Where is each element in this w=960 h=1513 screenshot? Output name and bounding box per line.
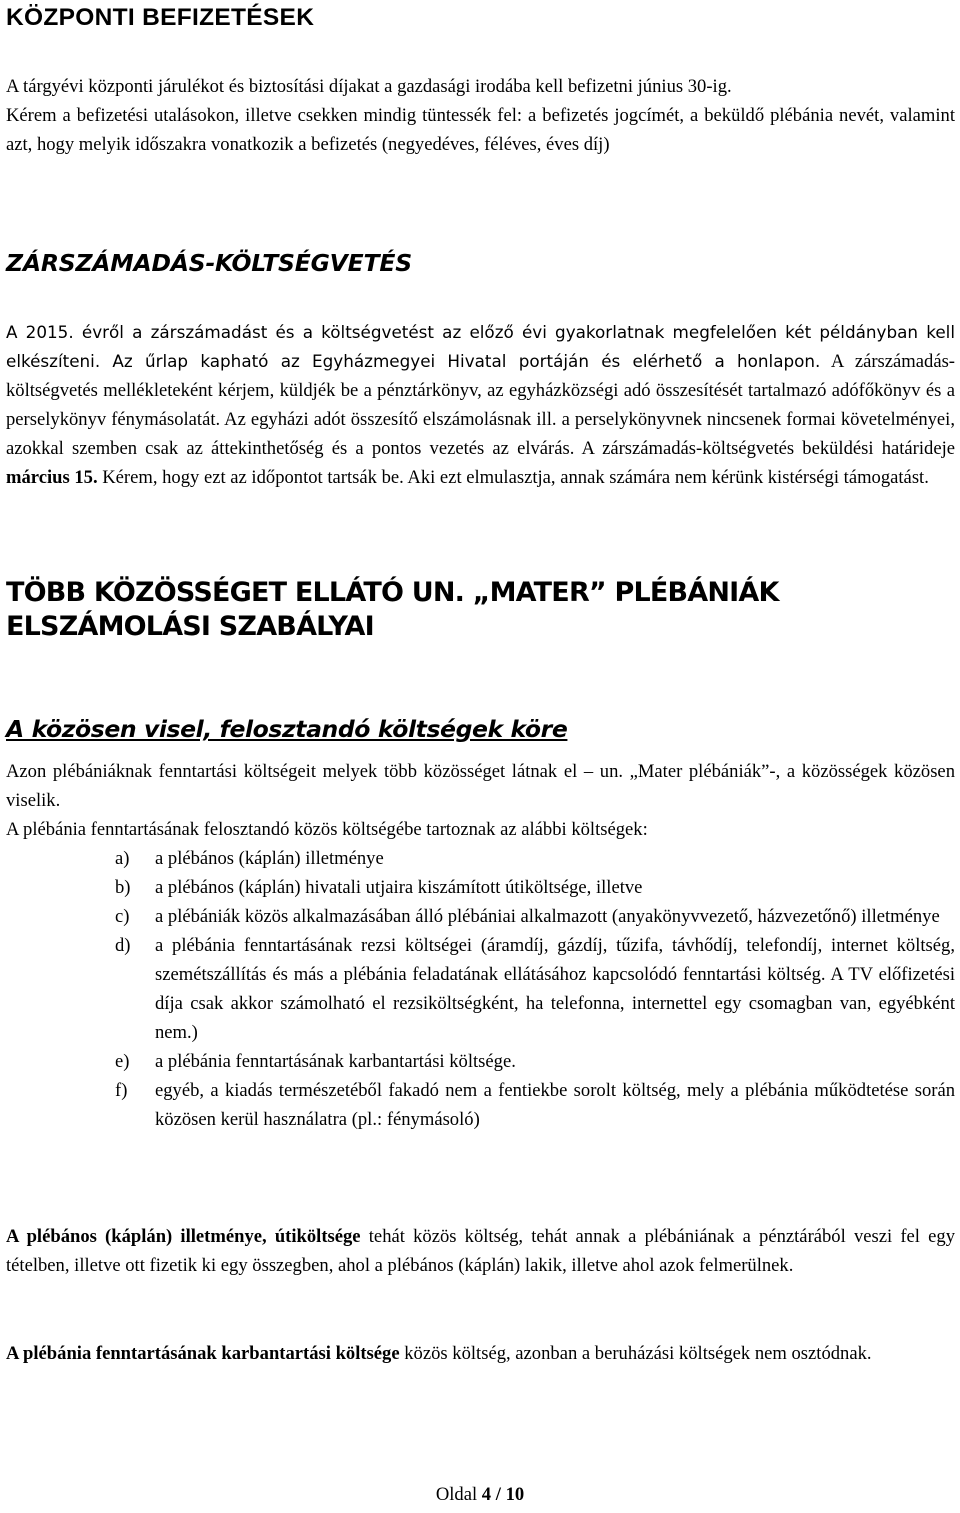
karbantartas-text: [6, 1339, 955, 1368]
list-item: [6, 931, 955, 1047]
list-marker: f): [115, 1080, 128, 1101]
heading-zarszamadas-koltsegvetes: ZÁRSZÁMADÁS-KÖLTSÉGVETÉS: [6, 249, 412, 277]
deadline-date: március 15.: [6, 467, 98, 488]
karbantartas-rest: közös költség, azonban a beruházási költségek nem osztódnak.: [399, 1343, 872, 1364]
zarszamadas-closing-text: Kérem, hogy ezt az időpontot tartsák be. Aki ezt elmulasztja, annak számára nem kérünk kistérségi támogatást.: [97, 467, 929, 488]
total-pages-number: 10: [505, 1484, 525, 1505]
list-marker: a): [115, 848, 130, 869]
cost-list: [6, 844, 955, 1134]
paragraph-illetmeny: [6, 1222, 955, 1280]
list-item-text: a plébániák közös alkalmazásában álló plébániai alkalmazott (anyakönyvvezető, házvezetőnő) illetménye: [155, 906, 940, 927]
paragraph-mater-plebaniak: Azon plébániáknak fenntartási költségeit melyek több közösséget látnak el – un. „Mater plébániák”-, a közösségek közösen viselik.: [6, 761, 955, 811]
illetmeny-bold: A plébános (káplán) illetménye, útiköltsége: [6, 1226, 361, 1247]
heading-kozponti-befizetesek: KÖZPONTI BEFIZETÉSEK: [6, 4, 315, 31]
section2-body: [6, 318, 955, 492]
paragraph-befizetes-hatarido: A tárgyévi központi járulékot és biztosítási díjakat a gazdasági irodába kell befizetni június 30-ig.: [6, 76, 732, 97]
list-item-text: a plébános (káplán) illetménye: [155, 848, 384, 869]
paragraph-zarszamadas: [6, 318, 955, 492]
list-item-text: a plébános (káplán) hivatali utjaira kiszámított útiköltsége, illetve: [155, 877, 643, 898]
list-item: [6, 902, 955, 931]
list-item: [6, 1076, 955, 1134]
section1-body: [6, 72, 955, 159]
paragraph-karbantartas: [6, 1339, 955, 1368]
list-marker: b): [115, 877, 131, 898]
paragraph-utalasok: Kérem a befizetési utalásokon, illetve csekken mindig tüntessék fel: a befizetés jogcímét, a beküldő plébánia nevét, valamint azt, hogy melyik időszakra vonatkozik a befizetés (negyedéves, féléves, éves díj): [6, 105, 955, 155]
current-page-number: 4: [481, 1484, 492, 1505]
page-label: Oldal: [435, 1484, 482, 1505]
heading-mater-plebaniak: TÖBB KÖZÖSSÉGET ELLÁTÓ UN. „MATER” PLÉBÁNIÁK ELSZÁMOLÁSI SZABÁLYAI: [6, 577, 779, 642]
karbantartas-bold: A plébánia fenntartásának karbantartási költsége: [6, 1343, 400, 1364]
heading-kozos-koltsegek: A közösen visel, felosztandó költségek köre: [6, 715, 568, 743]
illetmeny-rest: tehát közös költség, tehát annak a plébániának a pénztárából veszi fel egy tételben, illetve ott fizetik ki egy összegben, ahol a plébános (káplán) lakik, illetve ahol azok felmerülnek.: [6, 1226, 956, 1276]
list-item-text: a plébánia fenntartásának karbantartási költsége.: [155, 1051, 516, 1072]
zarszamadas-intro-text: A 2015. évről a zárszámadást és a költségvetést az előző évi gyakorlatnak megfelelően két példányban kell elkészíteni. Az űrlap kapható az Egyházmegyei Hivatal portáján és elérhető a honlapon.: [6, 322, 955, 371]
page-separator: /: [491, 1484, 506, 1505]
list-marker: e): [115, 1051, 130, 1072]
list-item: [6, 873, 955, 902]
list-item: [6, 1047, 955, 1076]
paragraph-koltsegek-lista-intro: A plébánia fenntartásának felosztandó közös költségébe tartoznak az alábbi költségek:: [6, 819, 648, 840]
section4-intro: [6, 757, 955, 844]
page-footer: [0, 1484, 960, 1506]
list-item-text: a plébánia fenntartásának rezsi költségei (áramdíj, gázdíj, tűzifa, távhődíj, telefondíj, internet költség, szemétszállítás és más a plébánia feladatának ellátásához kapcsolódó fenntartási költség. A TV előfizetési díja csak akkor számolható el rezsiköltségként, ha telefonna, internettel egy csomagban van, egyébként nem.): [155, 935, 955, 1043]
illetmeny-text: [6, 1222, 955, 1280]
zarszamadas-mellekletek-text: A zárszámadás-költségvetés mellékleteként kérjem, küldjék be a pénztárkönyv, az egyházközségi adó összesítését tartalmazó adófőkönyv és a perselykönyv fénymásolatát. Az egyházi adót összesítő elszámolásnak ill. a perselykönyvnek nincsenek formai követelményei, azokkal szemben csak az áttekinthetőség és a pontos vezetés az elvárás. A zárszámadás-költségvetés beküldési határideje: [6, 351, 955, 459]
list-item: [6, 844, 955, 873]
list-item-text: egyéb, a kiadás természetéből fakadó nem a fentiekbe sorolt költség, mely a plébánia működtetése során közösen kerül használatra (pl.: fénymásoló): [155, 1080, 955, 1130]
list-marker: c): [115, 906, 130, 927]
list-marker: d): [115, 935, 131, 956]
